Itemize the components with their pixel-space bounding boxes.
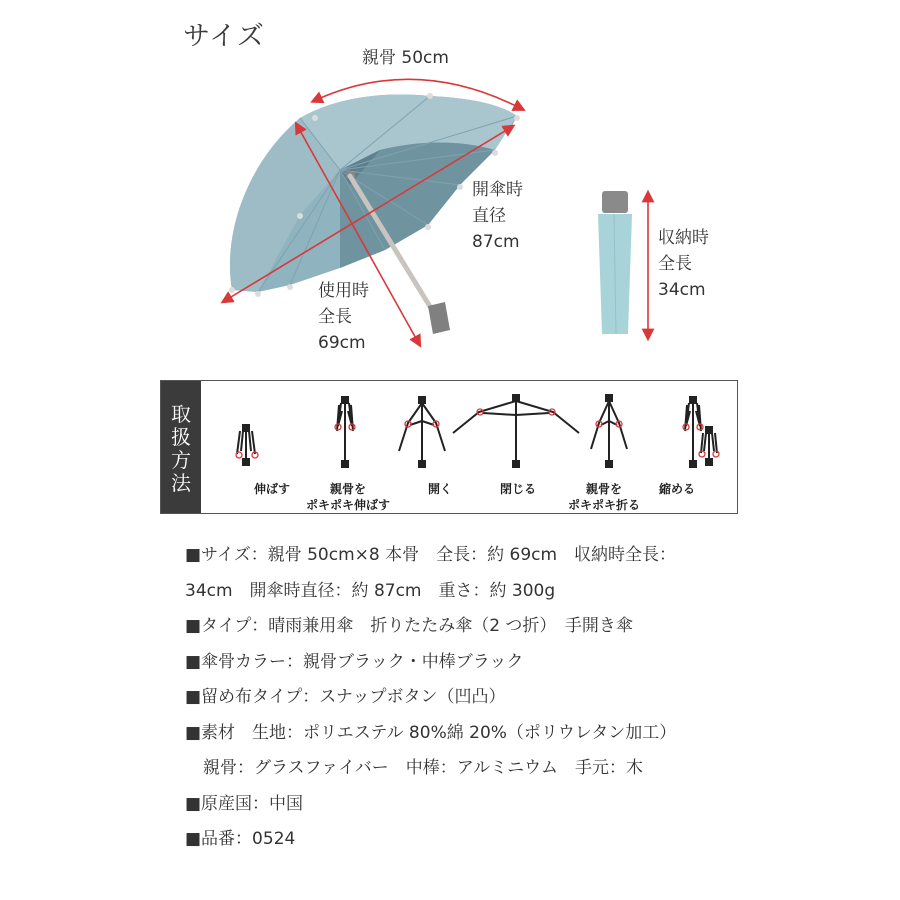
spec-line: ■素材 生地：ポリエステル 80%綿 20%（ポリウレタン加工） — [185, 722, 677, 743]
step-label: 開く — [427, 482, 453, 496]
open-diameter-line: 直径 — [472, 206, 506, 226]
open-diameter-value: 87cm — [472, 232, 520, 252]
step-extend-icon — [236, 425, 258, 465]
spec-line: ■傘骨カラー：親骨ブラック・中棒ブラック — [185, 651, 524, 672]
folded-length-line: 収納時 — [658, 228, 709, 248]
total-length-label — [318, 278, 369, 356]
spec-line: ■原産国：中国 — [185, 793, 304, 814]
step-opened-icon — [453, 395, 579, 467]
spec-line: ■サイズ：親骨 50cm×8 本骨 全長：約 69cm 収納時全長： — [185, 545, 677, 565]
folded-length-line: 全長 — [658, 254, 692, 274]
open-diameter-label — [472, 177, 523, 255]
spec-line: ■品番：0524 — [185, 829, 296, 849]
folded-length-value: 34cm — [658, 280, 706, 300]
step-label: 親骨を ポキポキ折る — [567, 482, 641, 512]
step-close-icon — [591, 395, 627, 467]
spec-list — [185, 538, 885, 858]
step-label: 閉じる — [499, 482, 537, 496]
howto-title: 取扱方法 — [171, 402, 191, 495]
step-label: 縮める — [658, 482, 696, 496]
umbrella-size-illustration — [0, 0, 900, 370]
size-section-title: サイズ — [183, 21, 265, 52]
folded-umbrella-icon — [598, 191, 632, 334]
total-length-line: 全長 — [318, 307, 352, 327]
step-straighten-ribs-icon — [335, 397, 355, 467]
step-label: 伸ばす — [253, 482, 291, 496]
spec-line: 34cm 開傘時直径：約 87cm 重さ：約 300g — [185, 580, 556, 601]
step-shorten-icon — [699, 427, 719, 465]
spec-line: 親骨：グラスファイバー 中棒：アルミニウム 手元：木 — [203, 758, 643, 778]
step-label: 親骨を ポキポキ伸ばす — [305, 482, 391, 512]
rib-length-label: 親骨 50cm — [362, 48, 449, 68]
open-diameter-line: 開傘時 — [472, 180, 523, 200]
howto-sidebar — [161, 381, 201, 513]
total-length-line: 使用時 — [318, 281, 369, 301]
folded-length-label — [658, 225, 709, 303]
spec-line: ■留め布タイプ：スナップボタン（凹凸） — [185, 687, 506, 707]
spec-line: ■タイプ：晴雨兼用傘 折りたたみ傘（2 つ折） 手開き傘 — [185, 616, 633, 636]
howto-panel — [160, 380, 738, 514]
step-open-icon — [399, 397, 445, 467]
total-length-value: 69cm — [318, 333, 366, 353]
